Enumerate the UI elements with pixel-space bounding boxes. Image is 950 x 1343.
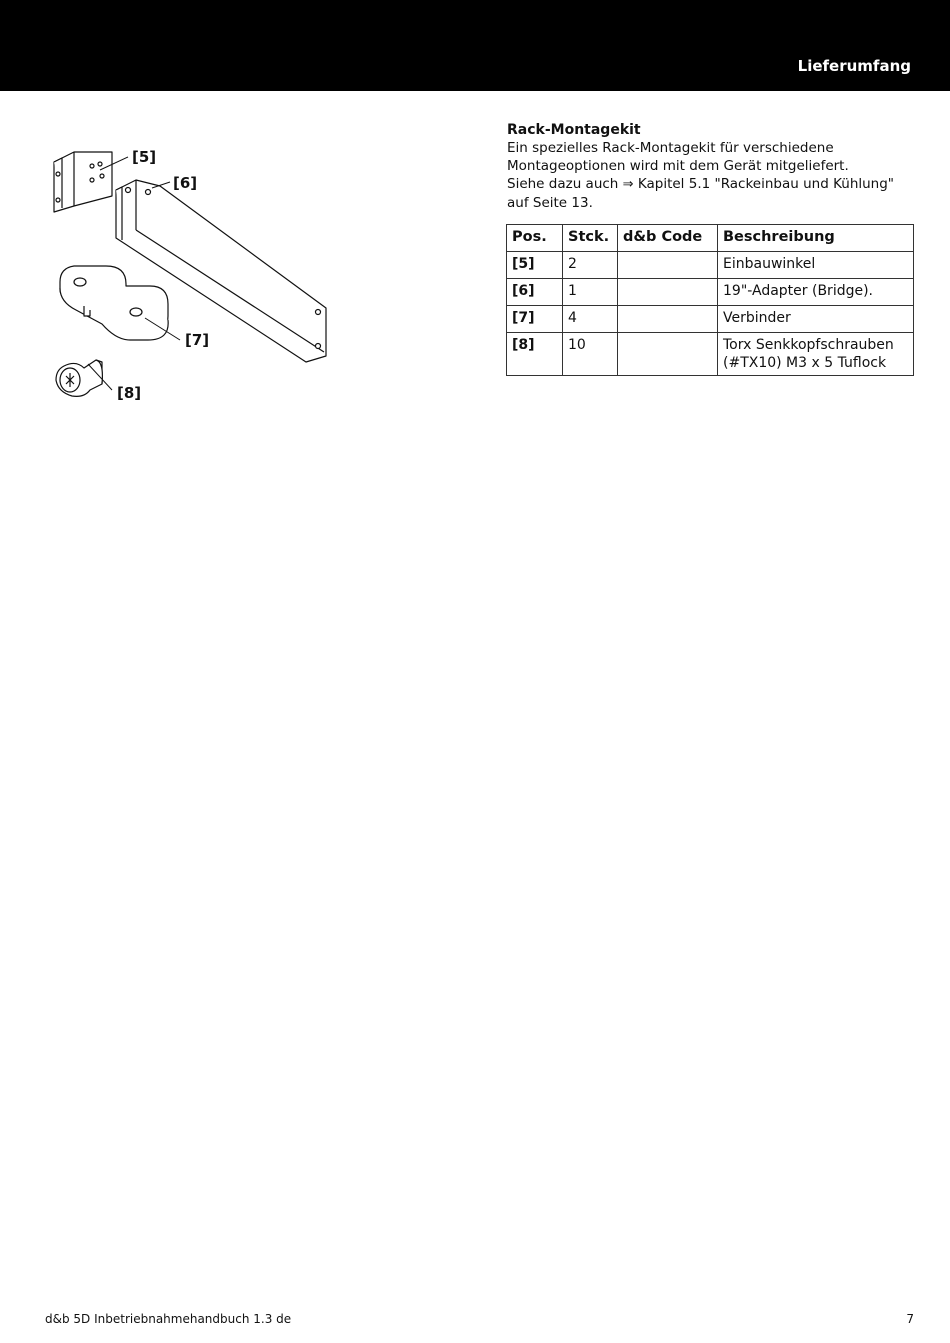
table-row xyxy=(507,333,914,376)
section-title: Rack-Montagekit xyxy=(507,122,641,138)
screw-drawing xyxy=(56,360,102,396)
code-cell xyxy=(618,252,718,279)
qty-cell: 1 xyxy=(563,279,618,306)
pos-cell: [5] xyxy=(507,252,563,279)
parts-table xyxy=(506,224,914,376)
cross-reference xyxy=(507,175,917,212)
table-row xyxy=(507,306,914,333)
rack-kit-section xyxy=(507,121,917,212)
code-cell xyxy=(618,306,718,333)
chapter-link[interactable]: Kapitel 5.1 "Rackeinbau und Kühlung" auf Seite 13. xyxy=(507,176,895,211)
section-description: Ein spezielles Rack-Montagekit für verschiedene Montageoptionen wird mit dem Gerät mitgeliefert. xyxy=(507,140,849,174)
connector-drawing xyxy=(60,266,168,340)
pos-cell: [6] xyxy=(507,279,563,306)
rack-kit-drawing xyxy=(40,140,350,420)
callout-8: [8] xyxy=(117,384,142,402)
code-cell xyxy=(618,333,718,376)
description-cell: Einbauwinkel xyxy=(718,252,914,279)
callout-6: [6] xyxy=(173,174,198,192)
code-cell xyxy=(618,279,718,306)
col-header-description: Beschreibung xyxy=(718,225,914,252)
footer-page-number: 7 xyxy=(906,1312,914,1326)
pos-cell: [8] xyxy=(507,333,563,376)
description-cell: Verbinder xyxy=(718,306,914,333)
callout-5: [5] xyxy=(132,148,157,166)
col-header-pos: Pos. xyxy=(507,225,563,252)
table-row xyxy=(507,279,914,306)
page-header xyxy=(0,0,950,91)
footer-document-title: d&b 5D Inbetriebnahmehandbuch 1.3 de xyxy=(45,1312,292,1326)
table-row xyxy=(507,252,914,279)
rack-kit-illustration xyxy=(40,140,350,420)
pos-cell: [7] xyxy=(507,306,563,333)
callout-7: [7] xyxy=(185,331,210,349)
table-header-row xyxy=(507,225,914,252)
header-title: Lieferumfang xyxy=(797,57,911,75)
description-cell: 19"-Adapter (Bridge). xyxy=(718,279,914,306)
col-header-code: d&b Code xyxy=(618,225,718,252)
qty-cell: 4 xyxy=(563,306,618,333)
col-header-qty: Stck. xyxy=(563,225,618,252)
description-cell: Torx Senkkopfschrauben (#TX10) M3 x 5 Tuflock xyxy=(718,333,914,376)
see-also-prefix: Siehe dazu auch xyxy=(507,176,619,192)
qty-cell: 10 xyxy=(563,333,618,376)
arrow-right-icon: ⇒ xyxy=(622,177,634,192)
qty-cell: 2 xyxy=(563,252,618,279)
mounting-bracket-drawing xyxy=(54,152,112,212)
